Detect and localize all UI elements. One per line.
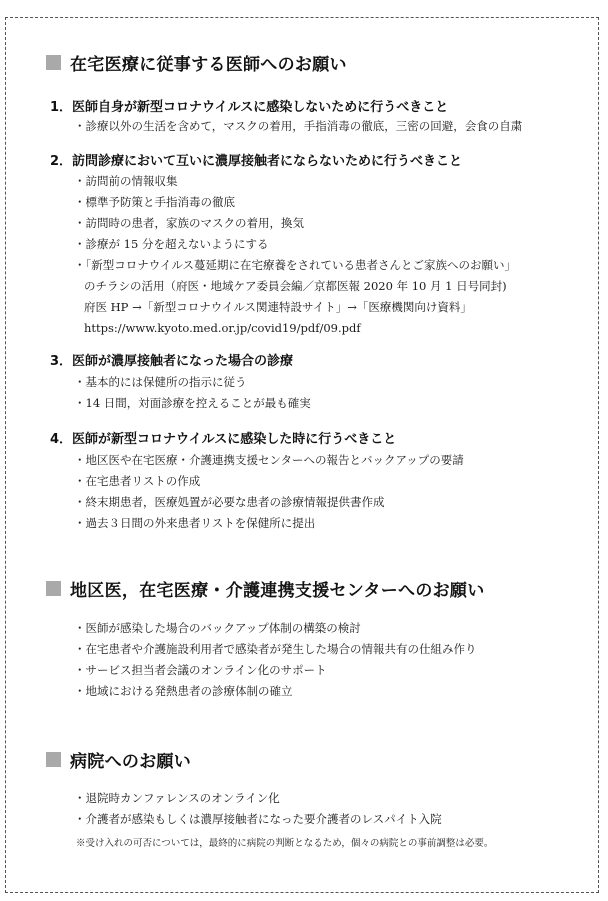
list-item: ・訪問前の情報収集 (74, 174, 178, 188)
list-item: ・地区医や在宅医療・介護連携支援センターへの報告とバックアップの要請 (74, 453, 464, 467)
list-item: ・診療が 15 分を超えないようにする (74, 237, 269, 251)
list-item: ・終末期患者，医療処置が必要な患者の診療情報提供書作成 (74, 495, 385, 509)
item-number: 2． (50, 154, 73, 169)
section-heading-hospital (46, 747, 191, 772)
list-item: ・訪問時の患者，家族のマスクの着用，換気 (74, 216, 304, 230)
section-heading-doctors (46, 50, 347, 75)
list-item: ・退院時カンファレンスのオンライン化 (74, 791, 280, 805)
item-heading-3 (50, 350, 293, 369)
section-title: 病院へのお願い (70, 752, 192, 772)
section-title: 地区医，在宅医療・介護連携支援センターへのお願い (70, 581, 485, 601)
item-title: 医師が濃厚接触者になった場合の診療 (72, 354, 294, 369)
list-item: ・サービス担当者会議のオンライン化のサポート (74, 663, 327, 677)
list-item: ・診療以外の生活を含めて，マスクの着用，手指消毒の徹底，三密の回避，会食の自粛 (74, 119, 523, 133)
url-text: https://www.kyoto.med.or.jp/covid19/pdf/09.pdf (84, 321, 361, 335)
list-item: ・医師が感染した場合のバックアップ体制の構築の検討 (74, 621, 361, 635)
item-title: 医師自身が新型コロナウイルスに感染しないために行うべきこと (72, 100, 449, 115)
section-title: 在宅医療に従事する医師へのお願い (70, 55, 347, 75)
list-item: ・地域における発熱患者の診療体制の確立 (74, 684, 293, 698)
item-number: 4． (50, 432, 73, 447)
heading-square-icon (46, 752, 61, 767)
footnote: ※受け入れの可否については，最終的に病院の判断となるため，個々の病院との事前調整は必要。 (76, 838, 494, 849)
list-item: ・介護者が感染もしくは濃厚接触者になった要介護者のレスパイト入院 (74, 812, 442, 826)
list-item: ・「新型コロナウイルス蔓延期に在宅療養をされている患者さんとご家族へのお願い」 (74, 258, 517, 272)
list-item-continuation: 府医 HP →「新型コロナウイルス関連特設サイト」→「医療機関向け資料」 (84, 300, 472, 314)
item-title: 訪問診療において互いに濃厚接触者にならないために行うべきこと (72, 154, 463, 169)
list-item: ・基本的には保健所の指示に従う (74, 375, 247, 389)
item-number: 3． (50, 354, 73, 369)
item-heading-2 (50, 150, 462, 169)
list-item: ・標準予防策と手指消毒の徹底 (74, 195, 235, 209)
item-number: 1． (50, 100, 73, 115)
list-item: ・在宅患者リストの作成 (74, 474, 201, 488)
item-title: 医師が新型コロナウイルスに感染した時に行うべきこと (72, 432, 397, 447)
heading-square-icon (46, 55, 61, 70)
list-item: ・在宅患者や介護施設利用者で感染者が発生した場合の情報共有の仕組み作り (74, 642, 477, 656)
list-item-continuation: のチラシの活用（府医・地域ケア委員会編／京都医報 2020 年 10 月 1 日号同封) (84, 279, 507, 293)
item-heading-4 (50, 428, 396, 447)
list-item: ・過去３日間の外来患者リストを保健所に提出 (74, 516, 316, 530)
section-heading-district (46, 576, 485, 601)
heading-square-icon (46, 581, 61, 596)
list-item: ・14 日間，対面診療を控えることが最も確実 (74, 396, 311, 410)
item-heading-1 (50, 96, 448, 115)
